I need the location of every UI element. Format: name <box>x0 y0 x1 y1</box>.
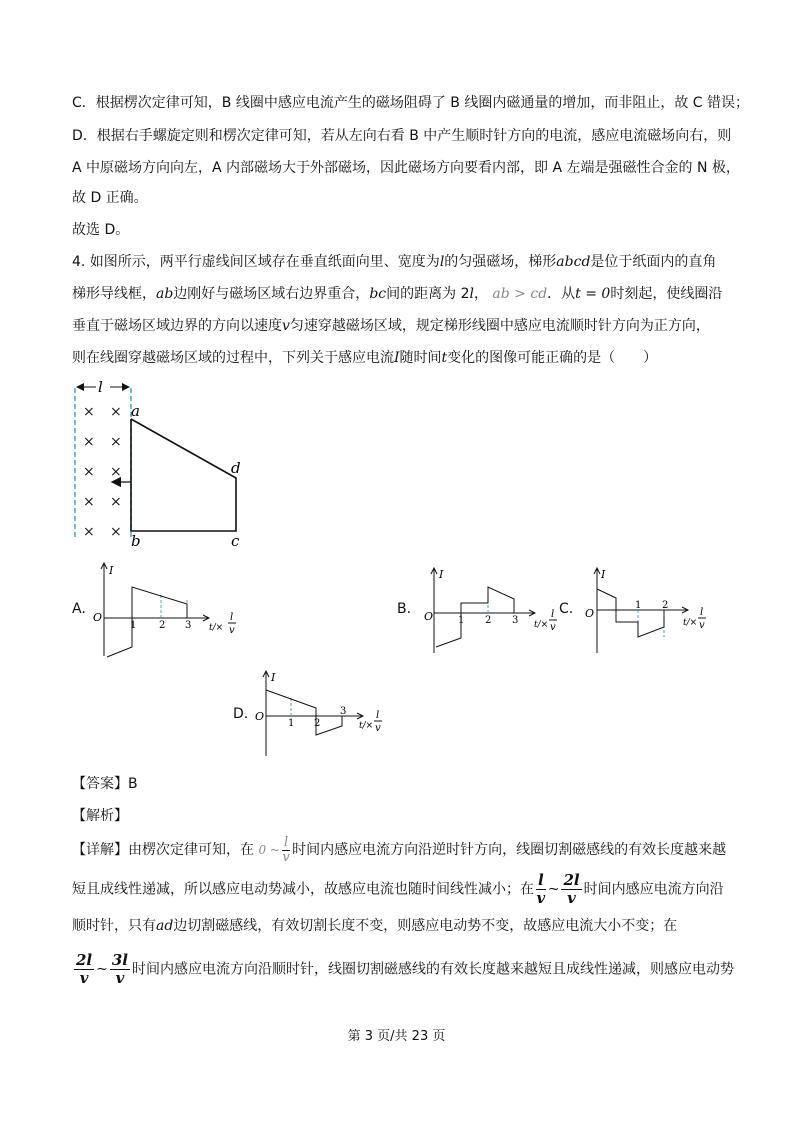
svg-text:l: l <box>700 607 704 618</box>
svg-text:b: b <box>131 532 141 548</box>
detail-line3: 顺时针，只有ad边切割磁感线，有效切割长度不变，则感应电动势不变，故感应电流大小不变；在 <box>72 918 678 934</box>
svg-text:c: c <box>231 532 240 548</box>
svg-text:v: v <box>550 622 556 633</box>
detail-line2: 短且成线性递减，所以感应电动势减小，故感应电流也随时间线性减小；在 $\frac{l}{v}$ ~ $\frac{2l}{v}$ 时间内感应电流方向沿 <box>72 871 724 907</box>
option-c-label[interactable]: C. <box>559 601 574 617</box>
svg-text:I: I <box>439 568 444 581</box>
svg-text:I: I <box>271 671 276 684</box>
svg-text:×: × <box>110 404 122 420</box>
svg-text:×: × <box>83 434 95 450</box>
svg-text:O: O <box>424 610 434 623</box>
option-b-graph[interactable] <box>422 565 562 655</box>
svg-text:2: 2 <box>485 615 492 626</box>
option-a-label[interactable]: A. <box>72 601 86 617</box>
choose-line: 故选 D。 <box>72 222 130 238</box>
svg-text:×: × <box>83 494 95 510</box>
svg-text:a: a <box>131 402 140 420</box>
svg-text:d: d <box>231 459 241 477</box>
svg-text:×: × <box>110 494 122 510</box>
svg-text:×: × <box>110 464 122 480</box>
question-line1: 4. 如图所示，两平行虚线间区域存在垂直纸面向里、宽度为l的匀强磁场，梯形abcd是位于纸面内的直角 <box>72 254 717 270</box>
svg-text:l: l <box>230 612 234 623</box>
option-d-line1: D．根据右手螺旋定则和楞次定律可知，若从左向右看 B 中产生顺时针方向的电流，感应电流磁场向右，则 <box>72 128 732 144</box>
trapezoid-frame <box>131 419 236 531</box>
width-label: l <box>98 378 103 396</box>
svg-text:×: × <box>110 434 122 450</box>
svg-text:2: 2 <box>159 620 166 631</box>
question-line4: 则在线圈穿越磁场区域的过程中，下列关于感应电流I随时间t变化的图像可能正确的是（ ） <box>72 350 658 366</box>
svg-text:t/×: t/× <box>534 620 549 630</box>
question-line3: 垂直于磁场区域边界的方向以速度v匀速穿越磁场区域，规定梯形线圈中感应电流顺时针方向为正方向， <box>72 318 710 334</box>
option-d-line3: 故 D 正确。 <box>72 190 148 206</box>
option-b-label[interactable]: B. <box>397 601 412 617</box>
svg-text:3: 3 <box>340 706 347 717</box>
svg-text:2: 2 <box>662 600 669 611</box>
magnetic-field-crosses <box>83 404 122 540</box>
detail-line1: 【详解】由楞次定律可知，在 0 ~ $\frac{l}{v}$ 时间内感应电流方向沿逆时针方向，线圈切割磁感线的有效长度越来越 <box>72 834 727 865</box>
option-d-line2: A 中原磁场方向向左，A 内部磁场大于外部磁场，因此磁场方向要看内部，即 A 左端是强磁性合金的 N 极， <box>72 160 740 176</box>
svg-text:t/×: t/× <box>209 623 224 633</box>
svg-text:v: v <box>699 620 705 631</box>
detail-line4: $\frac{2l}{v}$ ~ $\frac{3l}{v}$ 时间内感应电流方向沿顺时针，线圈切割磁感线的有效长度越来越短且成线性递减，则感应电动势 <box>76 951 735 987</box>
svg-text:O: O <box>585 607 595 620</box>
question-line2: 梯形导线框，ab边刚好与磁场区域右边界重合，bc间的距离为 2l， ab > cd．从t = 0时刻起，使线圈沿 <box>72 286 723 302</box>
option-c-graph[interactable] <box>580 565 720 655</box>
svg-text:×: × <box>83 524 95 540</box>
trapezoid-figure <box>60 378 260 548</box>
page-footer: 第 3 页/共 23 页 <box>347 1029 446 1044</box>
svg-text:I: I <box>109 564 114 577</box>
svg-text:×: × <box>110 524 122 540</box>
svg-text:I: I <box>601 568 606 581</box>
svg-text:×: × <box>83 404 95 420</box>
svg-text:v: v <box>375 723 381 734</box>
option-d-label[interactable]: D. <box>233 706 249 722</box>
option-a-graph[interactable] <box>88 560 263 660</box>
analysis-label: 【解析】 <box>72 808 128 824</box>
svg-text:3: 3 <box>185 620 192 631</box>
svg-text:t/×: t/× <box>359 721 374 731</box>
svg-text:O: O <box>93 611 103 624</box>
svg-text:1: 1 <box>458 615 465 626</box>
svg-text:×: × <box>83 464 95 480</box>
svg-text:O: O <box>255 710 265 723</box>
option-c-explanation: C．根据楞次定律可知，B 线圈中感应电流产生的磁场阻碍了 B 线圈内磁通量的增加，而非阻止，故 C 错误； <box>72 95 750 111</box>
svg-text:1: 1 <box>635 600 642 611</box>
svg-text:v: v <box>229 625 235 636</box>
svg-text:1: 1 <box>288 718 295 729</box>
option-d-graph[interactable] <box>252 668 397 758</box>
svg-text:l: l <box>376 710 380 721</box>
inequality: ab > cd <box>492 286 548 302</box>
svg-text:1: 1 <box>130 620 137 631</box>
svg-text:t/×: t/× <box>683 618 698 628</box>
svg-text:3: 3 <box>512 615 519 626</box>
svg-text:l: l <box>551 609 555 620</box>
svg-text:2: 2 <box>314 718 321 729</box>
answer-label: 【答案】B <box>72 776 138 792</box>
